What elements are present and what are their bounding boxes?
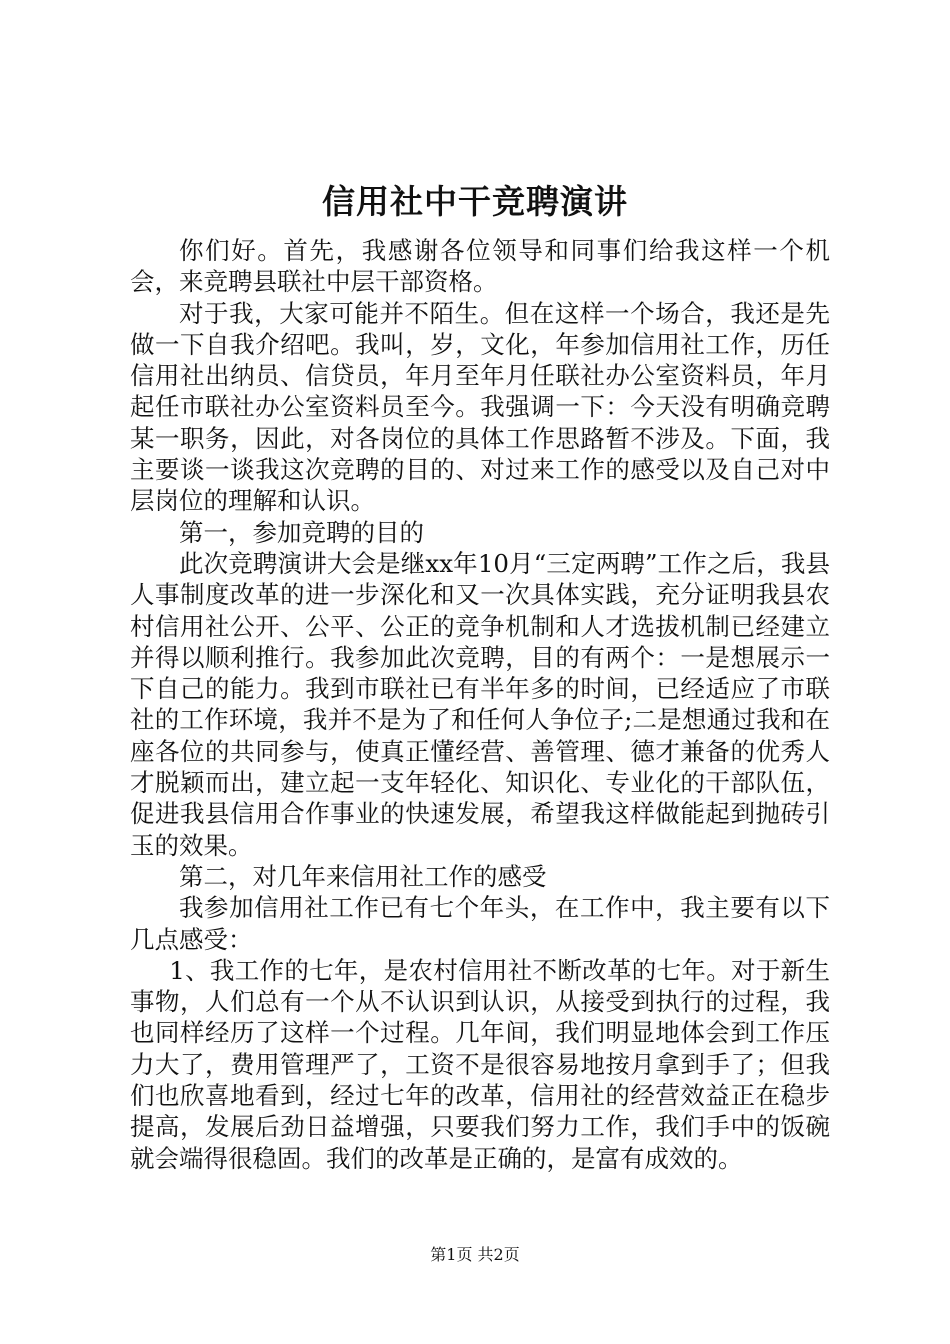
page-indicator: 第1页 共2页 — [430, 1245, 520, 1264]
paragraph-greeting: 你们好。首先，我感谢各位领导和同事们给我这样一个机会，来竞聘县联社中层干部资格。 — [130, 236, 830, 297]
paragraph-feeling-1: 1、我工作的七年，是农村信用社不断改革的七年。对于新生事物，人们总有一个从不认识到认识，从接受到执行的过程，我也同样经历了这样一个过程。几年间，我们明显地体会到工作压力大了，费用管理严了，工资不是很容易地按月拿到手了；但我们也欣喜地看到，经过七年的改革，信用社的经营效益正在稳步提高，发展后劲日益增强，只要我们努力工作，我们手中的饭碗就会端得很稳固。我们的改革是正确的，是富有成效的。 — [130, 955, 830, 1173]
paragraph-self-introduction: 对于我，大家可能并不陌生。但在这样一个场合，我还是先做一下自我介绍吧。我叫，岁，文化，年参加信用社工作，历任信用社出纳员、信贷员，年月至年月任联社办公室资料员，年月起任市联社办公室资料员至今。我强调一下：今天没有明确竞聘某一职务，因此，对各岗位的具体工作思路暂不涉及。下面，我主要谈一谈我这次竞聘的目的、对过来工作的感受以及自己对中层岗位的理解和认识。 — [130, 298, 830, 516]
document-body — [130, 235, 830, 1174]
document-title: 信用社中干竞聘演讲 — [322, 182, 628, 221]
paragraph-feelings-intro: 我参加信用社工作已有七个年头，在工作中，我主要有以下几点感受： — [130, 893, 830, 954]
paragraph-purpose: 此次竞聘演讲大会是继xx年10月“三定两聘”工作之后，我县人事制度改革的进一步深化和又一次具体实践，充分证明我县农村信用社公开、公平、公正的竞争机制和人才选拔机制已经建立并得以顺利推行。我参加此次竞聘，目的有两个：一是想展示一下自己的能力。我到市联社已有半年多的时间，已经适应了市联社的工作环境，我并不是为了和任何人争位子;二是想通过我和在座各位的共同参与，使真正懂经营、善管理、德才兼备的优秀人才脱颖而出，建立起一支年轻化、知识化、专业化的干部队伍，促进我县信用合作事业的快速发展，希望我这样做能起到抛砖引玉的效果。 — [130, 548, 830, 860]
section-heading-purpose: 第一，参加竞聘的目的 — [179, 517, 424, 547]
section-heading-feelings: 第二，对几年来信用社工作的感受 — [179, 861, 547, 891]
